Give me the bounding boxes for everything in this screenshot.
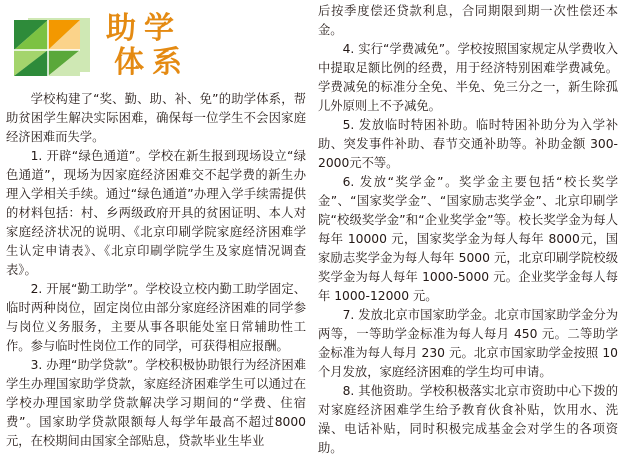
paragraph-work-study: 2. 开展“勤工助学”。学校设立校内勤工助学固定、临时两种岗位，固定岗位由部分家庭经济困难的同学参与岗位义务服务，主要从事各职能处室日常辅助性工作。参与临时性岗位工作的同学，可获得相应报酬。 xyxy=(6,282,306,353)
paragraph-student-loan: 3. 办理“助学贷款”。学校积极协助银行为经济困难学生办理国家助学贷款，家庭经济困难学生可以通过在学校办理国家助学贷款解决学习期间的“学费、住宿费”。国家助学贷款限额每人每学年最高不超过8000 元，在校期间由国家全部贴息，贷款毕业生毕业 xyxy=(6,358,306,448)
paragraph-student-loan-continued: 后按季度偿还贷款利息，合同期限到期一次性偿还本金。 xyxy=(318,4,618,37)
paragraph-green-channel: 1. 开辟“绿色通道”。学校在新生报到现场设立“绿色通道”，现场为因家庭经济困难交不起学费的新生办理入学相关手续。通过“绿色通道”办理入学手续需提供的材料包括：村、乡两级政府开具的贫困证明、本人对家庭经济状况的说明、《北京印刷学院家庭经济困难学生认定申请表》、《北京印刷学院学生及家庭情况调查表》。 xyxy=(6,149,306,277)
left-column xyxy=(6,0,306,448)
paragraph-other-aid: 8. 其他资助。学校积极落实北京市资助中心下拨的对家庭经济困难学生给予教育伙食补贴，饮用水、洗澡、电话补贴，同时积极完成基金会对学生的各项资助。 xyxy=(318,384,618,455)
intro-paragraph: 学校构建了“奖、勤、助、补、免”的助学体系，帮助贫困学生解决实际困难，确保每一位学生不会因家庭经济困难而失学。 xyxy=(6,92,306,144)
paragraph-national-grant: 7. 发放北京市国家助学金。北京市国家助学金分为两等，一等助学金标准为每人每月 450 元。二等助学金标准为每人每月 230 元。北京市国家助学金按照 10 个月发放，家庭经济困难的学生均可申请。 xyxy=(318,308,618,379)
paragraph-hardship-subsidy: 5. 发放临时特困补助。临时特困补助分为入学补助、突发事件补助、春节交通补助等。补助金额 300-2000元不等。 xyxy=(318,118,618,170)
paragraph-scholarship: 6. 发放“奖学金”。奖学金主要包括“校长奖学金”、“国家奖学金”、“国家励志奖学金”、北京印刷学院“校级奖学金”和“企业奖学金”等。校长奖学金为每人每年 10000 元，国家奖学金为每人每年 8000元，国家励志奖学金为每人每年 5000 元，北京印刷学院校级奖学金为每人每年 1000-5000 元。企业奖学金每人每年 1000-12000 元。 xyxy=(318,175,618,303)
title-line2: 体系 xyxy=(114,45,190,80)
right-body xyxy=(318,2,618,458)
left-body xyxy=(6,90,306,451)
title-line1: 助学 xyxy=(106,11,182,46)
section-header xyxy=(6,0,306,88)
page-title xyxy=(106,12,190,80)
paragraph-tuition-waiver: 4. 实行“学费减免”。学校按照国家规定从学费收入中提取足额比例的经费，用于经济特别困难学费减免。学费减免的标准分全免、半免、免三分之一，新生除孤儿外原则上不予减免。 xyxy=(318,42,618,113)
green-cube-logo-icon xyxy=(8,10,96,80)
